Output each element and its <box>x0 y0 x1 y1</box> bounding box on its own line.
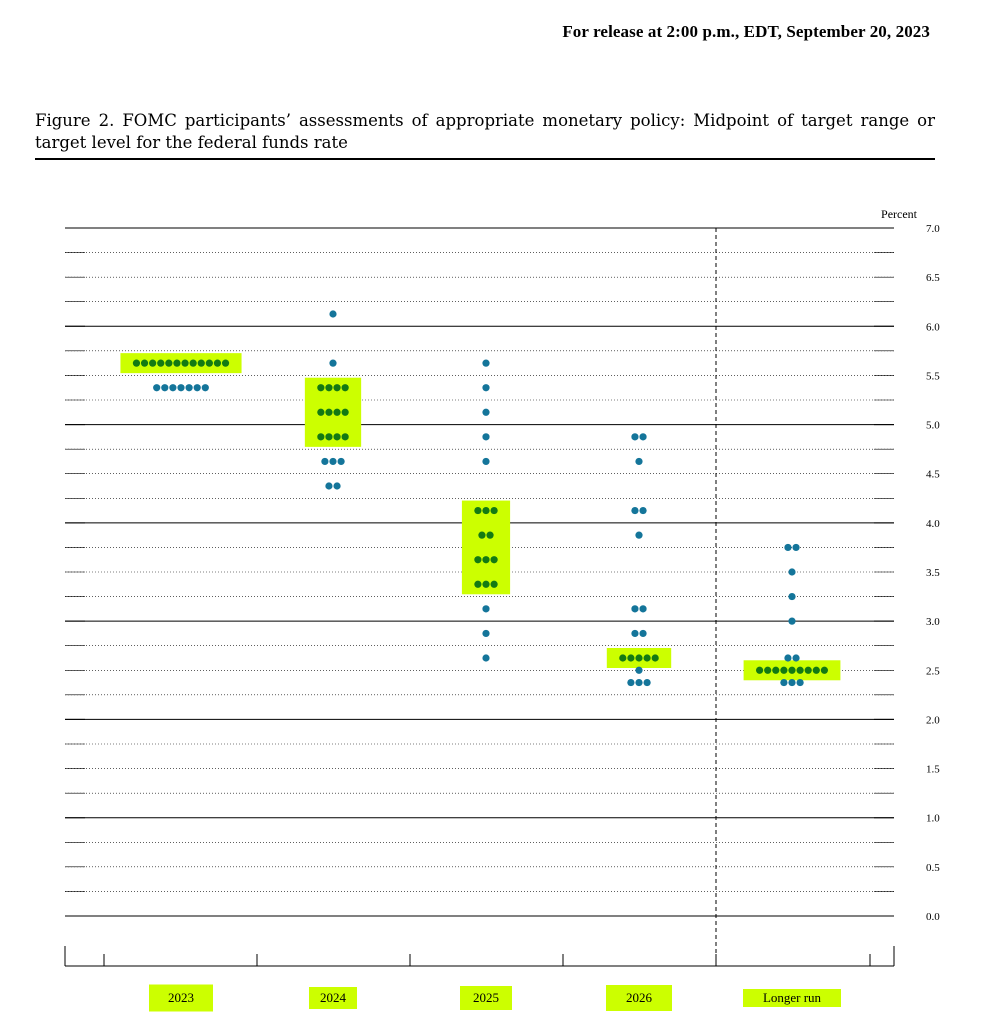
median-dot <box>342 384 349 391</box>
participant-dot <box>329 310 336 317</box>
participant-dot <box>333 482 340 489</box>
median-dot <box>764 667 771 674</box>
median-dot <box>797 667 804 674</box>
median-dot <box>482 507 489 514</box>
median-highlight-box <box>305 378 361 447</box>
participant-dot <box>177 384 184 391</box>
median-dot <box>491 556 498 563</box>
median-dot <box>333 384 340 391</box>
participant-dot <box>631 433 638 440</box>
median-dot <box>482 556 489 563</box>
participant-dot <box>631 507 638 514</box>
participant-dot <box>329 458 336 465</box>
participant-dot <box>482 605 489 612</box>
median-dot <box>478 532 485 539</box>
participant-dot <box>202 384 209 391</box>
participant-dot <box>329 360 336 367</box>
participant-dot <box>780 679 787 686</box>
median-dot <box>482 581 489 588</box>
participant-dot <box>639 630 646 637</box>
participant-dot <box>482 630 489 637</box>
median-dot <box>317 409 324 416</box>
participant-dot <box>644 679 651 686</box>
participant-dot <box>325 482 332 489</box>
median-dot <box>165 360 172 367</box>
median-dot <box>756 667 763 674</box>
participant-dot <box>194 384 201 391</box>
y-tick-label: 2.5 <box>926 665 940 678</box>
participant-dot <box>639 605 646 612</box>
median-dot <box>780 667 787 674</box>
median-dot <box>157 360 164 367</box>
figure-title: Figure 2. FOMC participants’ assessments of appropriate monetary policy: Midpoint of target range or target level for the federal funds rate <box>35 111 935 152</box>
median-dot <box>222 360 229 367</box>
y-tick-label: 4.0 <box>926 517 940 530</box>
median-dot <box>342 433 349 440</box>
participant-dot <box>338 458 345 465</box>
participant-dot <box>784 654 791 661</box>
median-dot <box>198 360 205 367</box>
participant-dot <box>631 630 638 637</box>
median-dot <box>652 654 659 661</box>
participant-dot <box>482 360 489 367</box>
median-dot <box>206 360 213 367</box>
y-tick-label: 3.0 <box>926 616 940 629</box>
y-tick-label: 5.5 <box>926 370 940 383</box>
median-dot <box>325 384 332 391</box>
y-tick-label: 6.0 <box>926 321 940 334</box>
median-dot <box>173 360 180 367</box>
y-tick-label: 7.0 <box>926 223 940 235</box>
median-dot <box>149 360 156 367</box>
median-dot <box>214 360 221 367</box>
median-dot <box>491 507 498 514</box>
participant-dot <box>788 593 795 600</box>
median-dot <box>317 384 324 391</box>
y-tick-label: 1.0 <box>926 812 940 825</box>
median-dot <box>627 654 634 661</box>
median-dot <box>772 667 779 674</box>
participant-dot <box>186 384 193 391</box>
y-tick-label: 6.5 <box>926 272 940 285</box>
participant-dot <box>635 679 642 686</box>
x-tick-label: Longer run <box>762 990 822 1005</box>
x-tick-label: 2025 <box>473 990 499 1005</box>
median-highlight-box <box>462 501 510 595</box>
median-dot <box>474 556 481 563</box>
median-dot <box>474 581 481 588</box>
participant-dot <box>627 679 634 686</box>
median-dot <box>141 360 148 367</box>
participant-dot <box>635 458 642 465</box>
participant-dot <box>482 458 489 465</box>
participant-dot <box>639 507 646 514</box>
median-dot <box>474 507 481 514</box>
participant-dot <box>482 433 489 440</box>
median-dot <box>635 654 642 661</box>
median-dot <box>788 667 795 674</box>
participant-dot <box>482 654 489 661</box>
participant-dot <box>784 544 791 551</box>
median-dot <box>342 409 349 416</box>
median-dot <box>317 433 324 440</box>
participant-dot <box>792 544 799 551</box>
participant-dot <box>153 384 160 391</box>
participant-dot <box>788 679 795 686</box>
participant-dot <box>792 654 799 661</box>
y-tick-label: 4.5 <box>926 468 940 481</box>
participant-dot <box>482 384 489 391</box>
median-dot <box>181 360 188 367</box>
participant-dot <box>788 568 795 575</box>
participant-dot <box>788 618 795 625</box>
participant-dot <box>169 384 176 391</box>
median-dot <box>325 409 332 416</box>
participant-dot <box>482 409 489 416</box>
y-tick-label: 1.5 <box>926 763 940 776</box>
median-dot <box>805 667 812 674</box>
participant-dot <box>639 433 646 440</box>
x-tick-label: 2026 <box>626 990 652 1005</box>
median-dot <box>133 360 140 367</box>
y-tick-label: 5.0 <box>926 419 940 432</box>
participant-dot <box>635 532 642 539</box>
median-dot <box>813 667 820 674</box>
median-dot <box>190 360 197 367</box>
y-tick-label: 3.5 <box>926 567 940 579</box>
median-dot <box>491 581 498 588</box>
median-dot <box>333 409 340 416</box>
y-axis-label: Percent <box>881 207 917 221</box>
median-dot <box>619 654 626 661</box>
participant-dot <box>161 384 168 391</box>
x-tick-label: 2023 <box>168 990 194 1005</box>
x-tick-label: 2024 <box>320 990 346 1005</box>
median-dot <box>333 433 340 440</box>
participant-dot <box>797 679 804 686</box>
release-date: For release at 2:00 p.m., EDT, September 20, 2023 <box>562 22 930 41</box>
participant-dot <box>631 605 638 612</box>
median-dot <box>325 433 332 440</box>
participant-dot <box>635 667 642 674</box>
y-tick-label: 0.0 <box>926 911 940 923</box>
y-tick-label: 2.0 <box>926 714 940 727</box>
participant-dot <box>321 458 328 465</box>
median-dot <box>486 532 493 539</box>
y-tick-label: 0.5 <box>926 861 940 874</box>
median-dot <box>644 654 651 661</box>
median-dot <box>821 667 828 674</box>
